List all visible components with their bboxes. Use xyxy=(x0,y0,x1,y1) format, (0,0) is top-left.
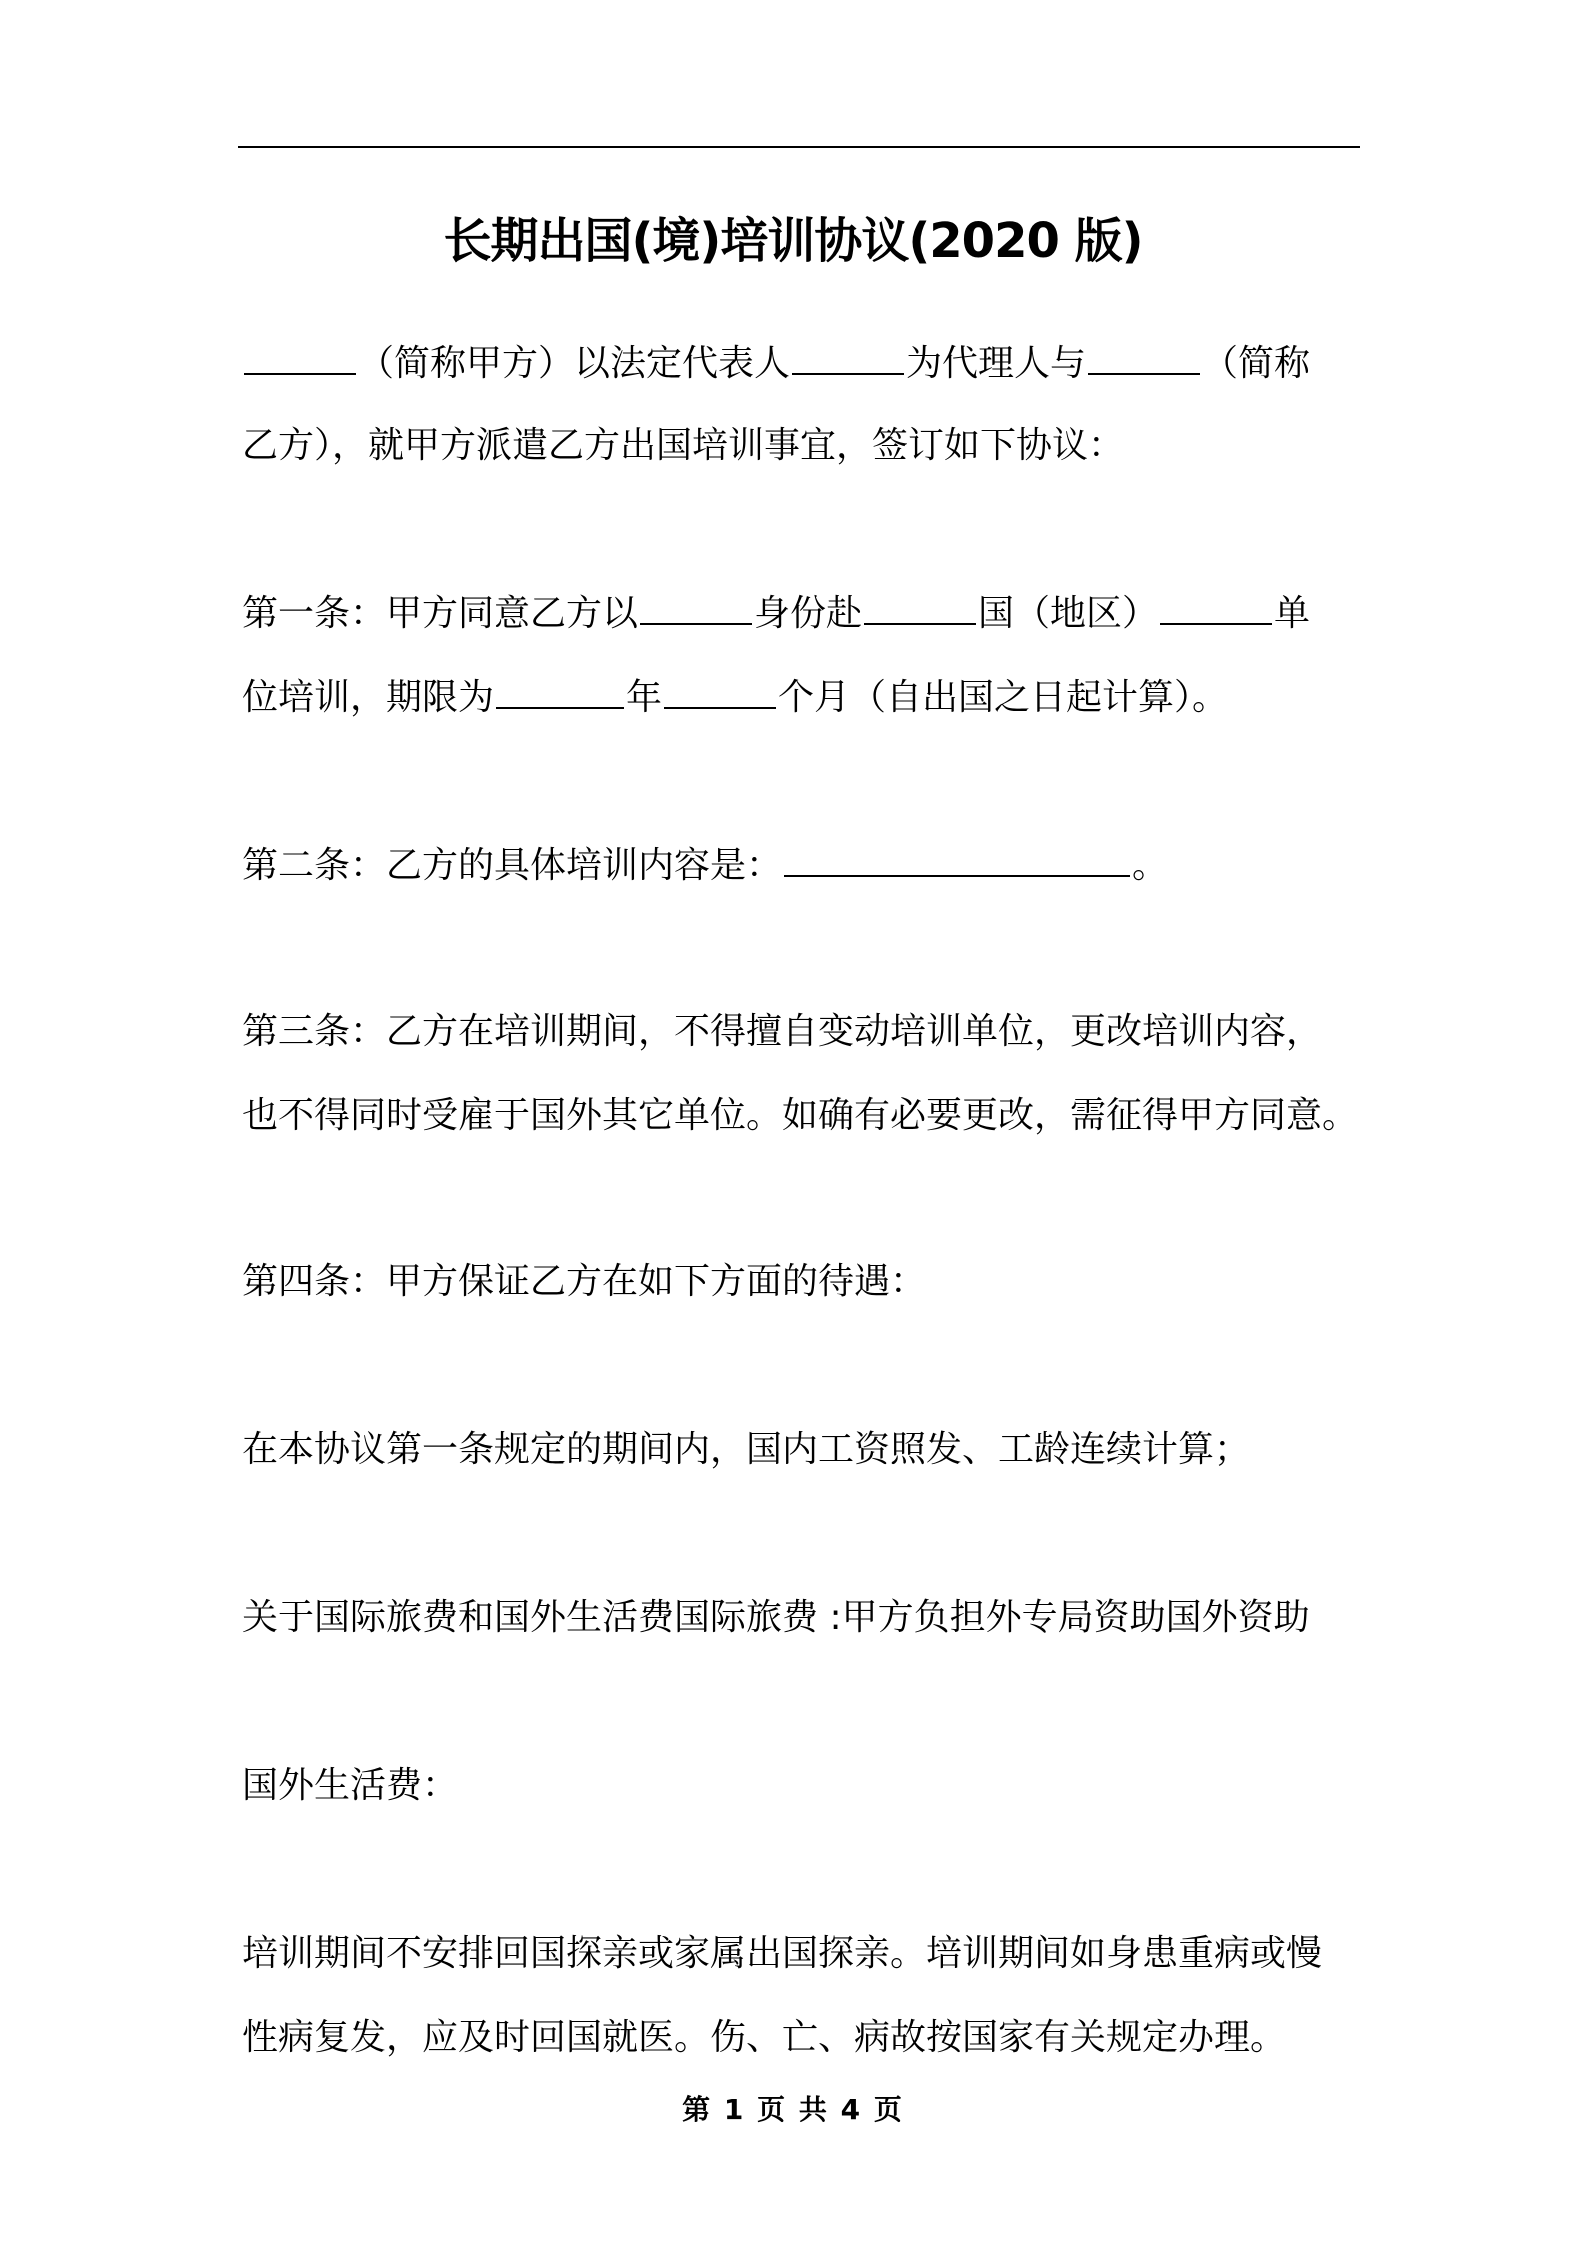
article-3-line-2: 也不得同时受雇于国外其它单位。如确有必要更改，需征得甲方同意。 xyxy=(242,1095,1359,1136)
blank-country[interactable] xyxy=(864,587,976,625)
intro-line-2: 乙方），就甲方派遣乙方出国培训事宜，签订如下协议： xyxy=(242,425,1125,466)
article-4-item-4-line-1: 培训期间不安排回国探亲或家属出国探亲。培训期间如身患重病或慢 xyxy=(242,1933,1323,1974)
blank-party-b[interactable] xyxy=(1088,337,1200,375)
article-4-item-3: 国外生活费： xyxy=(242,1765,459,1806)
blank-identity[interactable] xyxy=(640,587,752,625)
document-title: 长期出国(境)培训协议(2020 版) xyxy=(443,213,1143,269)
article-4-item-2: 关于国际旅费和国外生活费国际旅费 :甲方负担外专局资助国外资助 xyxy=(242,1597,1310,1638)
article-4-heading: 第四条：甲方保证乙方在如下方面的待遇： xyxy=(242,1261,927,1302)
blank-unit[interactable] xyxy=(1160,587,1272,625)
intro-line-1: （简称甲方）以法定代表人 为代理人与 （简称 xyxy=(242,322,1362,406)
blank-party-a[interactable] xyxy=(244,337,356,375)
blank-months[interactable] xyxy=(664,671,776,709)
page-footer: 第 1 页 共 4 页 xyxy=(682,2093,904,2126)
header-rule xyxy=(238,146,1360,148)
article-4-item-1: 在本协议第一条规定的期间内，国内工资照发、工龄连续计算； xyxy=(242,1429,1251,1470)
blank-legal-rep[interactable] xyxy=(792,337,904,375)
blank-years[interactable] xyxy=(496,671,624,709)
article-4-item-4-line-2: 性病复发，应及时回国就医。伤、亡、病故按国家有关规定办理。 xyxy=(242,2017,1287,2058)
article-1-line-2: 位培训，期限为 年 个月（自出国之日起计算）。 xyxy=(242,656,1362,740)
article-1-line-1: 第一条：甲方同意乙方以 身份赴 国（地区） 单 xyxy=(242,572,1362,656)
article-2: 第二条：乙方的具体培训内容是： 。 xyxy=(242,824,1362,908)
blank-training-content[interactable] xyxy=(784,839,1130,877)
article-3-line-1: 第三条：乙方在培训期间，不得擅自变动培训单位，更改培训内容， xyxy=(242,1011,1323,1052)
